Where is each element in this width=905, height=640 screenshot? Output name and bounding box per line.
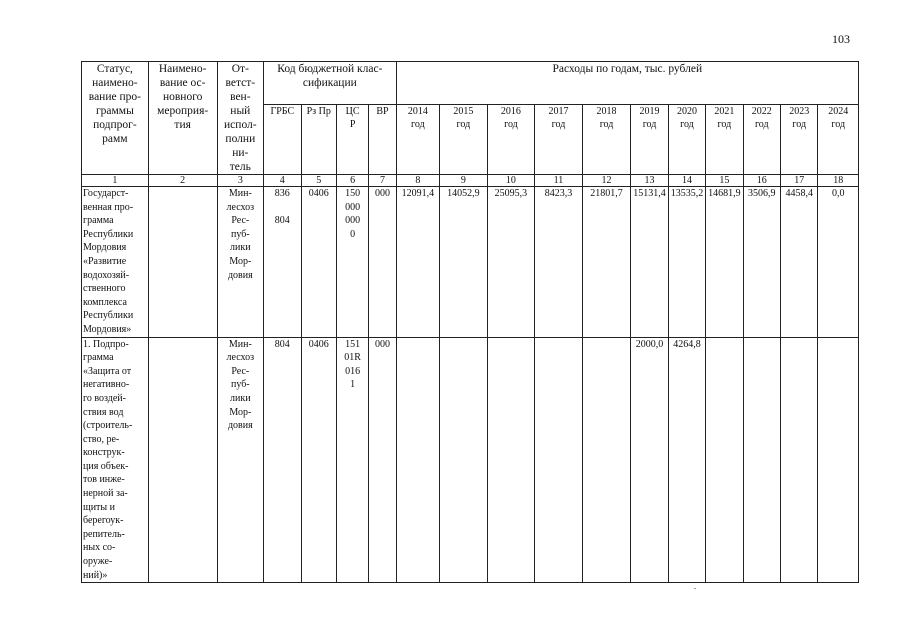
row-value-2021: 14681,9 [706,187,743,338]
header-year-2014: 2014 год [396,104,440,175]
row-value-2019: 2000,0 [631,337,668,583]
column-number: 5 [301,175,336,187]
row-value-2022 [743,337,780,583]
scan-speck [694,588,696,589]
header-year-2022: 2022 год [743,104,780,175]
row-value-2020: 13535,2 [668,187,705,338]
row-value-2017: 8423,3 [535,187,583,338]
row-value-2014: 12091,4 [396,187,440,338]
row-measure [148,187,217,338]
row-value-2016 [487,337,535,583]
header-year-2020: 2020 год [668,104,705,175]
row-value-2017 [535,337,583,583]
row-csr: 150 000 000 0 [336,187,368,338]
table-row-subprogram-1 [82,337,859,583]
column-number: 1 [82,175,149,187]
row-grbs: 836 804 [264,187,301,338]
header-code-grbs: ГРБС [264,104,301,175]
column-number: 17 [781,175,818,187]
budget-table [81,61,859,583]
row-csr: 151 01R 016 1 [336,337,368,583]
header-expenses: Расходы по годам, тыс. рублей [396,62,858,105]
row-vr: 000 [369,337,396,583]
header-code-csr: ЦС Р [336,104,368,175]
row-vr: 000 [369,187,396,338]
header-year-2019: 2019 год [631,104,668,175]
row-measure [148,337,217,583]
column-number: 4 [264,175,301,187]
row-value-2015: 14052,9 [440,187,488,338]
header-year-2018: 2018 год [582,104,631,175]
row-value-2016: 25095,3 [487,187,535,338]
header-year-2024: 2024 год [818,104,859,175]
page-number: 103 [832,32,850,46]
column-number: 12 [582,175,631,187]
row-value-2021 [706,337,743,583]
column-number: 18 [818,175,859,187]
column-number-row [82,175,859,187]
header-budget-code: Код бюджетной клас- сификации [264,62,397,105]
column-number: 15 [706,175,743,187]
row-status: 1. Подпро- грамма «Защита от негативно- го воздей- ствия вод (строитель- ство, ре- конструк- ция объек- тов инже- нерной за- щиты и берегоук- репитель- ных со- оруже- ний)» [82,337,149,583]
row-value-2024: 0,0 [818,187,859,338]
column-number: 2 [148,175,217,187]
table-row-state-program [82,187,859,338]
column-number: 6 [336,175,368,187]
row-value-2020: 4264,8 [668,337,705,583]
row-value-2023 [781,337,818,583]
row-value-2015 [440,337,488,583]
row-responsible: Мин- лесхоз Рес- пуб- лики Мор- довия [217,337,264,583]
column-number: 14 [668,175,705,187]
row-value-2022: 3506,9 [743,187,780,338]
row-rzpr: 0406 [301,337,336,583]
header-year-2017: 2017 год [535,104,583,175]
column-number: 13 [631,175,668,187]
header-responsible: От- ветст- вен- ный испол- полни ни- тель [217,62,264,175]
column-number: 10 [487,175,535,187]
row-value-2018 [582,337,631,583]
column-number: 8 [396,175,440,187]
row-value-2014 [396,337,440,583]
header-code-rzpr: Рз Пр [301,104,336,175]
row-value-2023: 4458,4 [781,187,818,338]
column-number: 11 [535,175,583,187]
row-status: Государст- венная про- грамма Республики Мордовия «Развитие водохозяй- ственного комплекса Республики Мордовия» [82,187,149,338]
row-value-2024 [818,337,859,583]
header-year-2021: 2021 год [706,104,743,175]
row-rzpr: 0406 [301,187,336,338]
column-number: 3 [217,175,264,187]
row-responsible: Мин- лесхоз Рес- пуб- лики Мор- довия [217,187,264,338]
header-status: Статус, наимено- вание про- граммы подпрог- рамм [82,62,149,175]
column-number: 16 [743,175,780,187]
header-year-2015: 2015 год [440,104,488,175]
header-year-2016: 2016 год [487,104,535,175]
header-year-2023: 2023 год [781,104,818,175]
header-row-1 [82,62,859,105]
row-value-2018: 21801,7 [582,187,631,338]
header-measure: Наимено- вание ос- новного мероприя- тия [148,62,217,175]
row-value-2019: 15131,4 [631,187,668,338]
column-number: 9 [440,175,488,187]
column-number: 7 [369,175,396,187]
row-grbs: 804 [264,337,301,583]
header-code-vr: ВР [369,104,396,175]
